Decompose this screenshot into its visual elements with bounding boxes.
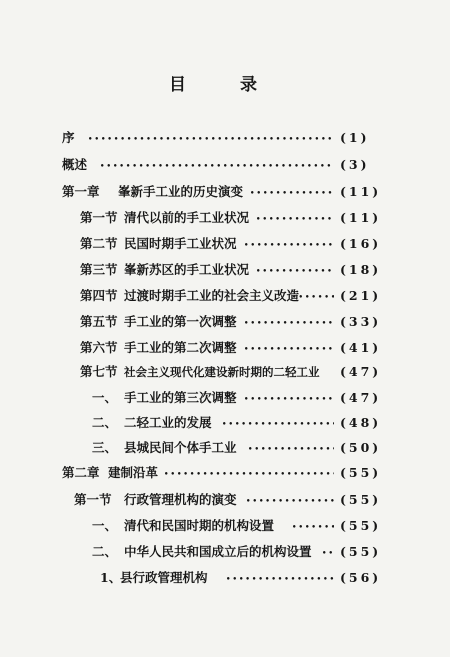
toc-label: 概述	[62, 157, 88, 172]
toc-entry	[0, 568, 450, 588]
toc-page-number: (47)	[340, 364, 382, 379]
toc-entry	[0, 286, 450, 306]
toc-label: 1、	[100, 570, 122, 585]
toc-entry	[0, 542, 450, 562]
toc-page-number: (18)	[340, 262, 382, 277]
toc-entry	[0, 362, 450, 382]
toc-leader-dots	[256, 208, 334, 228]
toc-label: 第六节	[80, 340, 118, 355]
toc-entry	[0, 490, 450, 510]
toc-leader-dots	[246, 490, 334, 510]
toc-entry	[0, 438, 450, 458]
toc-label: 第二节	[80, 236, 118, 251]
toc-label: 一、	[92, 518, 118, 533]
toc-entry	[0, 338, 450, 358]
toc-leader-dots	[164, 463, 334, 483]
toc-entry	[0, 182, 450, 202]
toc-leader-dots	[244, 388, 334, 408]
toc-entry	[0, 388, 450, 408]
toc-leader-dots	[88, 128, 334, 148]
toc-label: 第三节	[80, 262, 118, 277]
toc-page-number: (50)	[340, 440, 382, 455]
toc-entry	[0, 463, 450, 483]
toc-title: 峯新手工业的历史演变	[118, 184, 244, 199]
toc-title: 建制沿革	[108, 465, 159, 480]
toc-label: 第七节	[80, 364, 118, 379]
toc-entry	[0, 260, 450, 280]
toc-entry	[0, 234, 450, 254]
toc-page-number: (55)	[340, 465, 382, 480]
toc-leader-dots	[100, 155, 334, 175]
toc-page-number: (21)	[340, 288, 382, 303]
toc-title: 手工业的第三次调整	[124, 390, 237, 405]
toc-page-number: (47)	[340, 390, 382, 405]
toc-label: 第一节	[74, 492, 112, 507]
toc-page-number: (16)	[340, 236, 382, 251]
toc-page-number: (41)	[340, 340, 382, 355]
toc-title: 县行政管理机构	[120, 570, 208, 585]
toc-page-number: (48)	[340, 415, 382, 430]
toc-label: 二、	[92, 415, 118, 430]
toc-title: 手工业的第一次调整	[124, 314, 237, 329]
toc-leader-dots	[248, 438, 334, 458]
toc-title: 行政管理机构的演变	[124, 492, 237, 507]
toc-title: 社会主义现代化建设新时期的二轻工业	[124, 365, 320, 379]
toc-title: 中华人民共和国成立后的机构设置	[124, 544, 312, 559]
toc-leader-dots	[292, 516, 334, 536]
toc-label: 一、	[92, 390, 118, 405]
toc-label: 第四节	[80, 288, 118, 303]
toc-page-number: (33)	[340, 314, 382, 329]
toc-leader-dots	[244, 234, 334, 254]
toc-page-number: (55)	[340, 518, 382, 533]
toc-leader-dots	[292, 286, 334, 306]
toc-title: 手工业的第二次调整	[124, 340, 237, 355]
toc-title: 清代和民国时期的机构设置	[124, 518, 275, 533]
toc-label: 第五节	[80, 314, 118, 329]
toc-entry	[0, 413, 450, 433]
toc-label: 第一节	[80, 210, 118, 225]
toc-page-number: (56)	[340, 570, 382, 585]
toc-leader-dots	[244, 338, 334, 358]
toc-leader-dots	[222, 413, 334, 433]
toc-entry	[0, 208, 450, 228]
toc-leader-dots	[256, 260, 334, 280]
toc-page-number: (55)	[340, 544, 382, 559]
toc-title: 清代以前的手工业状况	[124, 210, 250, 225]
toc-label: 第一章	[62, 184, 100, 199]
toc-page-number: (11)	[340, 210, 382, 225]
toc-leader-dots	[244, 312, 334, 332]
toc-title: 民国时期手工业状况	[124, 236, 237, 251]
toc-leader-dots	[250, 182, 334, 202]
toc-entry	[0, 155, 450, 175]
toc-entry	[0, 128, 450, 148]
toc-entry	[0, 312, 450, 332]
toc-title: 峯新苏区的手工业状况	[124, 262, 250, 277]
toc-page-number: (55)	[340, 492, 382, 507]
toc-entry	[0, 516, 450, 536]
toc-label: 第二章	[62, 465, 100, 480]
toc-title: 过渡时期手工业的社会主义改造	[124, 288, 300, 303]
toc-label: 序	[62, 130, 75, 145]
toc-label: 三、	[92, 440, 118, 455]
toc-title: 县城民间个体手工业	[124, 440, 237, 455]
toc-page-number: (1)	[340, 130, 370, 145]
page-title: 目 录	[169, 75, 281, 95]
toc-label: 二、	[92, 544, 118, 559]
toc-page-number: (11)	[340, 184, 382, 199]
toc-page-number: (3)	[340, 157, 370, 172]
toc-title: 二轻工业的发展	[124, 415, 212, 430]
toc-leader-dots	[322, 542, 334, 562]
toc-leader-dots	[226, 568, 334, 588]
